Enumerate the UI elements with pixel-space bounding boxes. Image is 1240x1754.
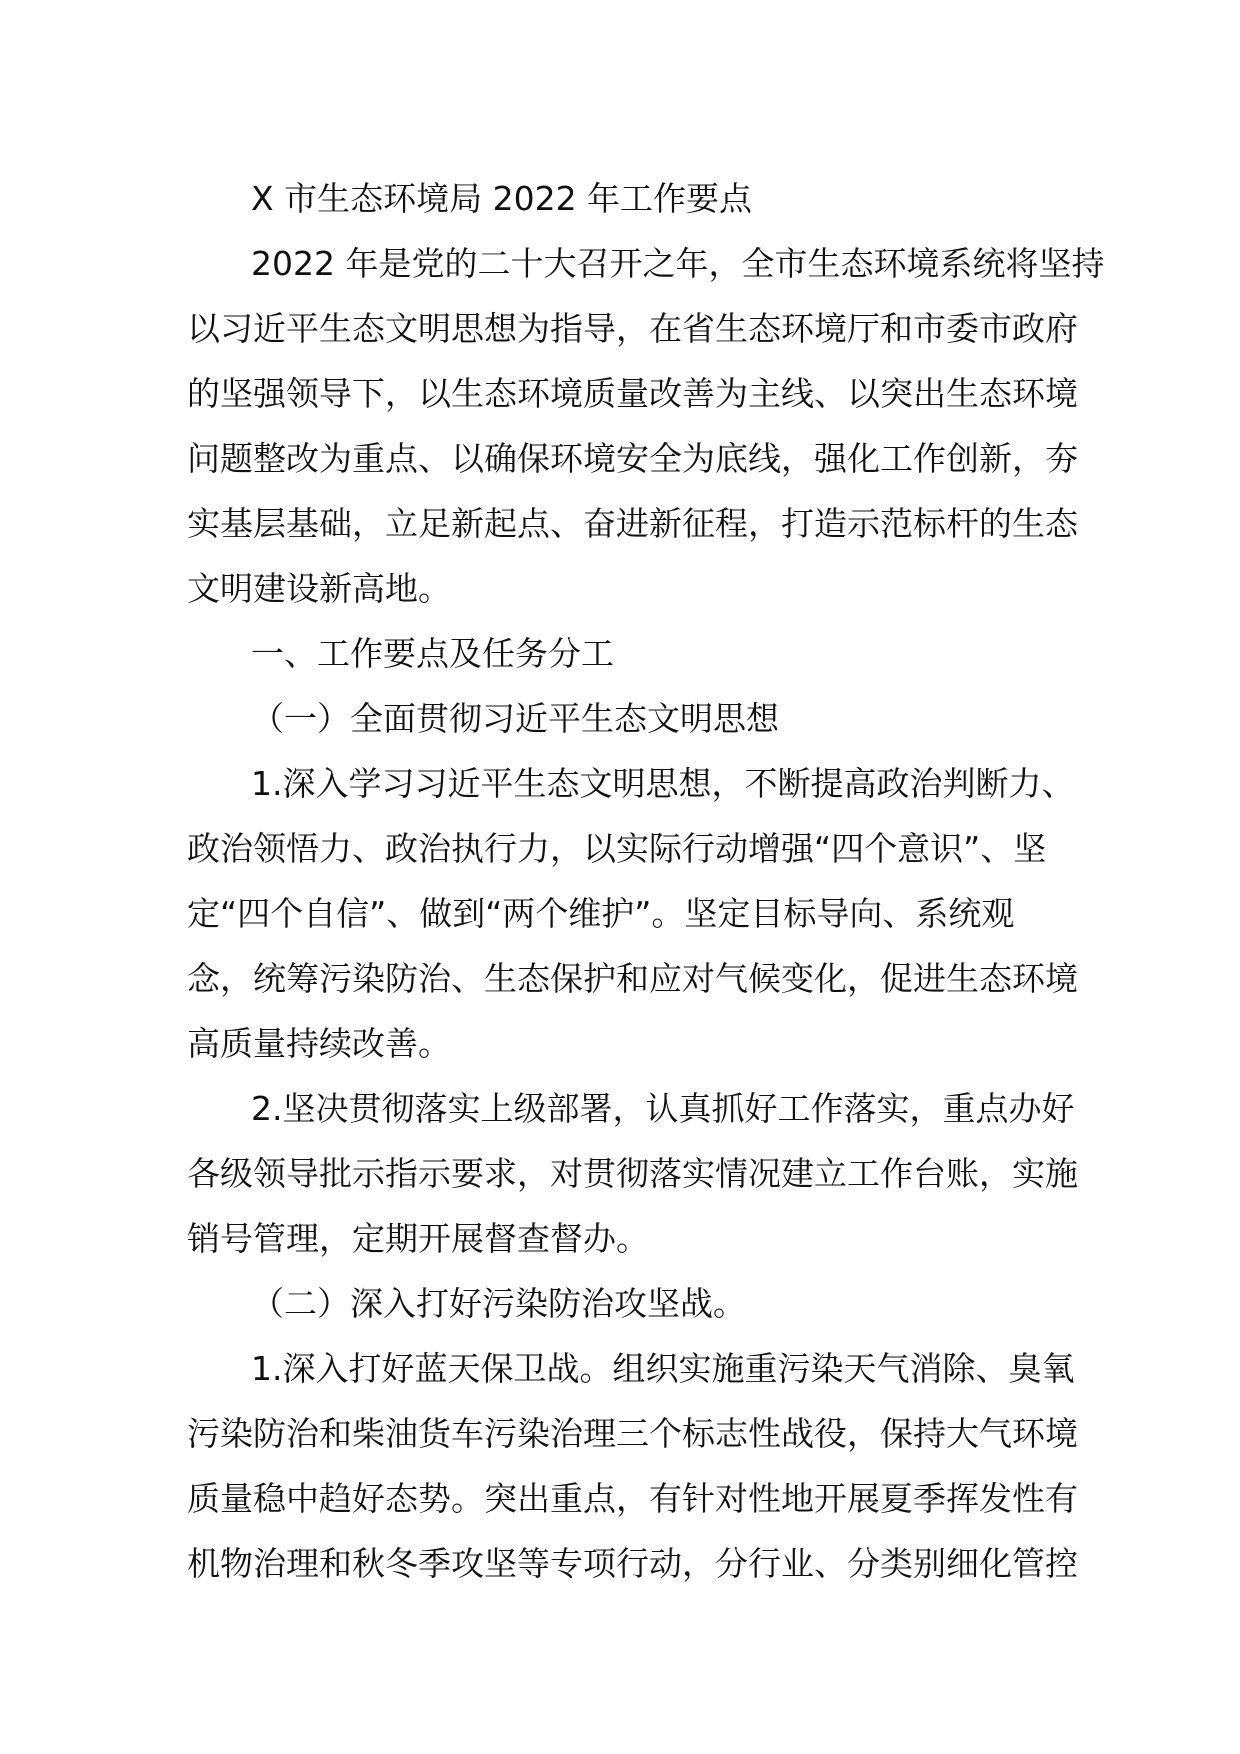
paragraph-line: 1.深入打好蓝天保卫战。组织实施重污染天气消除、臭氧 <box>251 1349 1075 1388</box>
paragraph-line: 问题整改为重点、以确保环境安全为底线，强化工作创新，夯 <box>187 439 1078 478</box>
section-heading: 一、工作要点及任务分工 <box>251 634 614 673</box>
paragraph-line: 念，统筹污染防治、生态保护和应对气候变化，促进生态环境 <box>187 959 1078 998</box>
document-title: X 市生态环境局 2022 年工作要点 <box>251 179 753 218</box>
paragraph-line: 各级领导批示指示要求，对贯彻落实情况建立工作台账，实施 <box>187 1154 1078 1193</box>
subsection-heading: （一）全面贯彻习近平生态文明思想 <box>251 699 779 738</box>
paragraph-line: 文明建设新高地。 <box>187 569 451 608</box>
paragraph-line: 实基层基础，立足新起点、奋进新征程，打造示范标杆的生态 <box>187 504 1078 543</box>
subsection-heading: （二）深入打好污染防治攻坚战。 <box>251 1284 746 1323</box>
paragraph-line: 2.坚决贯彻落实上级部署，认真抓好工作落实，重点办好 <box>251 1089 1075 1128</box>
paragraph-line: 高质量持续改善。 <box>187 1024 451 1063</box>
paragraph-line: 政治领悟力、政治执行力，以实际行动增强“四个意识”、坚 <box>187 829 1047 868</box>
paragraph-line: 1.深入学习习近平生态文明思想，不断提高政治判断力、 <box>251 764 1075 803</box>
paragraph-line: 2022 年是党的二十大召开之年，全市生态环境系统将坚持 <box>251 244 1105 283</box>
paragraph-line: 污染防治和柴油货车污染治理三个标志性战役，保持大气环境 <box>187 1414 1078 1453</box>
paragraph-line: 定“四个自信”、做到“两个维护”。坚定目标导向、系统观 <box>187 894 1015 933</box>
document-body <box>187 166 1105 1596</box>
paragraph-line: 质量稳中趋好态势。突出重点，有针对性地开展夏季挥发性有 <box>187 1479 1078 1518</box>
paragraph-line: 销号管理，定期开展督查督办。 <box>187 1219 649 1258</box>
paragraph-line: 机物治理和秋冬季攻坚等专项行动，分行业、分类别细化管控 <box>187 1544 1078 1583</box>
paragraph-line: 以习近平生态文明思想为指导，在省生态环境厅和市委市政府 <box>187 309 1078 348</box>
paragraph-line: 的坚强领导下，以生态环境质量改善为主线、以突出生态环境 <box>187 374 1078 413</box>
